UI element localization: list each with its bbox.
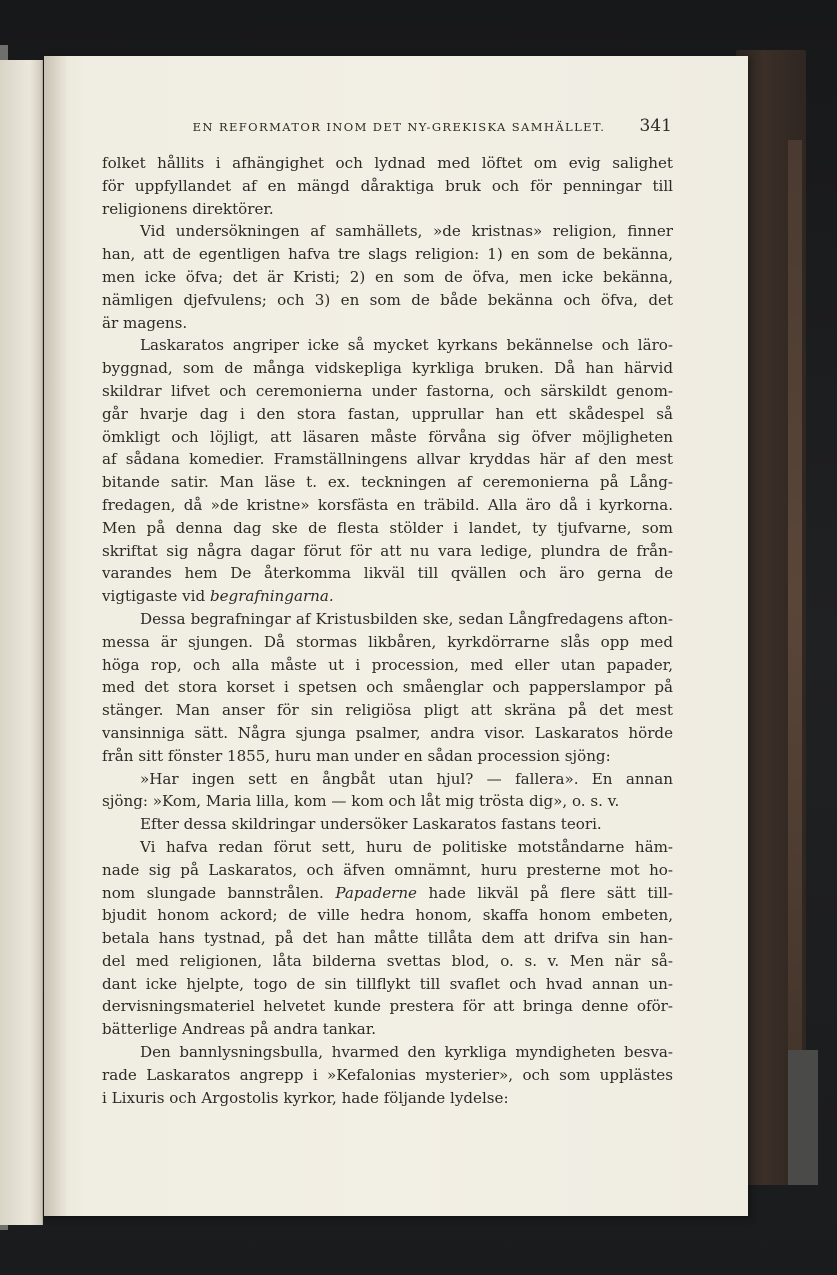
text-line: bitande satir. Man läse t. ex. teckningen af ceremonierna på Lång-	[102, 473, 673, 492]
text-line: men icke öfva; det är Kristi; 2) en som de öfva, men icke bekänna,	[102, 267, 673, 286]
page-number: 341	[639, 116, 672, 136]
italic-papader: Papaderne	[335, 883, 417, 902]
text-line: stänger. Man anser för sin religiösa pligt att skräna på det mest	[102, 701, 673, 720]
gutter-shadow	[44, 56, 68, 1216]
text-line: med det stora korset i spetsen och småenglar och papperslampor på	[102, 678, 673, 697]
italic-burials: begrafningarna.	[209, 587, 334, 606]
text-line: bjudit honom ackord; de ville hedra honom, skaffa honom embeten,	[102, 906, 673, 925]
book-page	[44, 56, 748, 1216]
text-line: af sådana komedier. Framställningens allvar kryddas här af den mest	[102, 450, 673, 469]
text-line: varandes hem De återkomma likväl till qvällen och äro gerna de	[102, 564, 673, 583]
book-cover-corner	[788, 1050, 818, 1185]
text-line: nämligen djefvulens; och 3) en som de både bekänna och öfva, det	[102, 290, 673, 309]
text-line-segment: nom slungade bannstrålen.	[102, 883, 324, 902]
body-text	[102, 152, 673, 1109]
text-line: skriftat sig några dagar förut för att nu vara ledige, plundra de från-	[102, 541, 673, 560]
text-line: går hvarje dag i den stora fastan, upprullar han ett skådespel så	[102, 404, 673, 423]
text-line: ömkligt och löjligt, att läsaren måste förvåna sig öfver möjligheten	[102, 427, 673, 446]
text-line: betala hans tystnad, på det han måtte tillåta dem att drifva sin han-	[102, 929, 673, 948]
text-line	[102, 882, 673, 905]
text-line	[102, 585, 673, 608]
text-line: höga rop, och alla måste ut i procession, med eller utan papader,	[102, 655, 673, 674]
text-line: religionens direktörer.	[102, 199, 274, 218]
text-line: i Lixuris och Argostolis kyrkor, hade följande lydelse:	[102, 1088, 509, 1107]
text-line: nade sig på Laskaratos, och äfven omnämnt, huru presterne mot ho-	[102, 860, 673, 879]
text-line: Vid undersökningen af samhällets, »de kristnas» religion, finner	[140, 222, 673, 241]
text-line: sjöng: »Kom, Maria lilla, kom — kom och låt mig trösta dig», o. s. v.	[102, 792, 620, 811]
facing-page-edge	[0, 60, 43, 1225]
text-line: bätterlige Andreas på andra tankar.	[102, 1020, 377, 1039]
text-line: Vi hafva redan förut sett, huru de politiske motståndarne häm-	[140, 837, 673, 856]
text-line: fredagen, då »de kristne» korsfästa en träbild. Alla äro då i kyrkorna.	[102, 495, 673, 514]
text-line: skildrar lifvet och ceremonierna under fastorna, och särskildt genom-	[102, 381, 673, 400]
text-line: Laskaratos angriper icke så mycket kyrkans bekännelse och läro-	[140, 336, 673, 355]
running-title: EN REFORMATOR INOM DET NY-GREKISKA SAMHÄLLET.	[192, 120, 606, 134]
text-line: folket hållits i afhängighet och lydnad med löftet om evig salighet	[102, 154, 673, 172]
text-line-segment: hade likväl på flere sätt till-	[428, 883, 673, 902]
text-line: Dessa begrafningar af Kristusbilden ske, sedan Långfredagens afton-	[140, 609, 673, 628]
text-line: »Har ingen sett en ångbåt utan hjul? — fallera». En annan	[140, 769, 673, 788]
text-line: byggnad, som de många vidskepliga kyrkliga bruken. Då han härvid	[102, 359, 673, 378]
text-line: från sitt fönster 1855, huru man under en sådan procession sjöng:	[102, 746, 611, 765]
text-line: rade Laskaratos angrepp i »Kefalonias mysterier», och som upplästes	[102, 1065, 673, 1084]
text-line: del med religionen, låta bilderna svettas blod, o. s. v. Men när så-	[102, 951, 673, 970]
text-line-segment: vigtigaste vid	[102, 587, 206, 606]
text-line: han, att de egentligen hafva tre slags religion: 1) en som de bekänna,	[102, 245, 673, 264]
book-spine-edge	[788, 140, 802, 1060]
text-line: dervisningsmateriel helvetet kunde prestera för att bringa denne oför-	[102, 997, 673, 1016]
text-line: Men på denna dag ske de flesta stölder i landet, ty tjufvarne, som	[102, 518, 673, 537]
text-line: dant icke hjelpte, togo de sin tillflykt till svaflet och hvad annan un-	[102, 974, 673, 993]
text-line: messa är sjungen. Då stormas likbåren, kyrkdörrarne slås opp med	[102, 632, 673, 651]
text-line: Efter dessa skildringar undersöker Laskaratos fastans teori.	[140, 815, 602, 834]
text-line: för uppfyllandet af en mängd dåraktiga bruk och för penningar till	[102, 176, 673, 195]
text-line: Den bannlysningsbulla, hvarmed den kyrkliga myndigheten besva-	[140, 1043, 673, 1062]
text-line: är magens.	[102, 313, 188, 332]
text-line: vansinniga sätt. Några sjunga psalmer, andra visor. Laskaratos hörde	[102, 723, 673, 742]
